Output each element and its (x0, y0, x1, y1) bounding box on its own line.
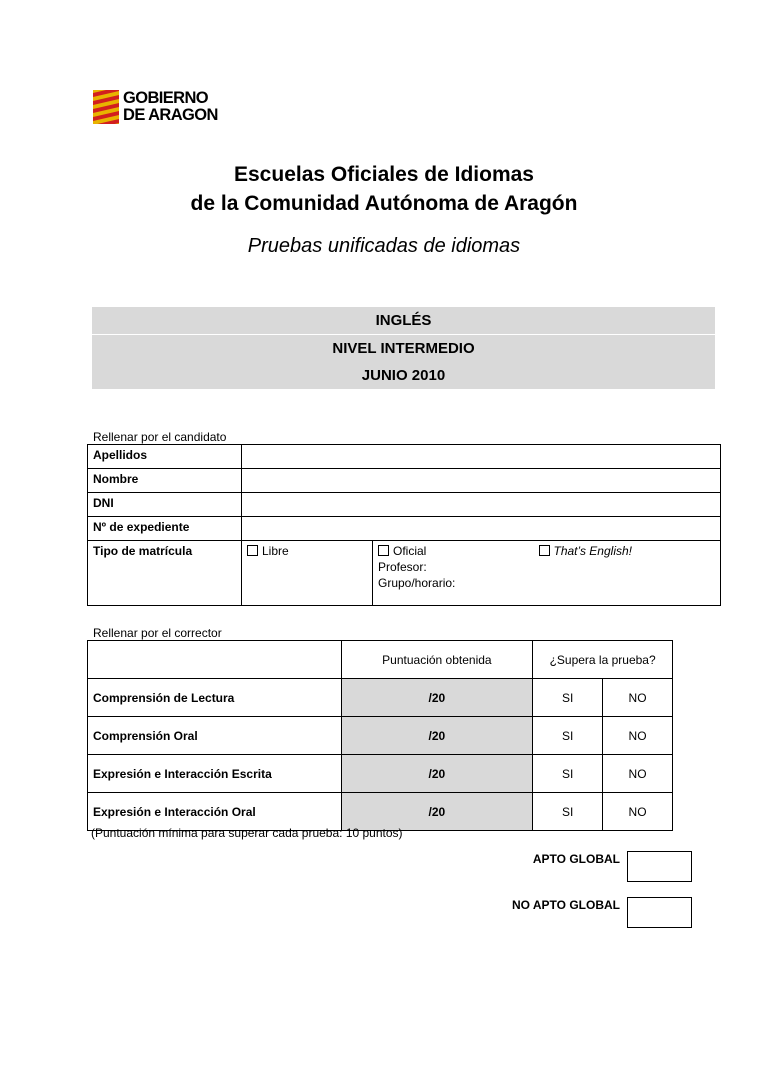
row-name: Expresión e Interacción Oral (88, 793, 342, 831)
option-thats-english-label: That’s English! (553, 544, 632, 558)
row-score[interactable]: /20 (341, 793, 533, 831)
row-score[interactable]: /20 (341, 755, 533, 793)
row-si[interactable]: SI (533, 755, 603, 793)
teacher-label: Profesor: (378, 560, 427, 574)
gobierno-de-aragon-logo (93, 90, 243, 128)
minimum-score-note: (Puntuación mínima para superar cada prueba: 10 puntos) (91, 826, 403, 840)
option-oficial-label: Oficial (393, 544, 427, 558)
table-row (88, 755, 673, 793)
row-si[interactable]: SI (533, 793, 603, 831)
logo-line-1: GOBIERNO (123, 89, 209, 107)
table-row (88, 541, 721, 606)
option-oficial[interactable] (373, 541, 534, 606)
dni-label: DNI (88, 493, 242, 517)
empty-header-cell (88, 641, 342, 679)
candidate-table (87, 444, 721, 606)
page-title-line-2: de la Comunidad Autónoma de Aragón (190, 192, 578, 215)
corrector-caption: Rellenar por el corrector (93, 626, 222, 640)
row-name: Comprensión de Lectura (88, 679, 342, 717)
surname-label: Apellidos (88, 445, 242, 469)
record-field[interactable] (242, 517, 721, 541)
option-thats-english[interactable] (534, 541, 721, 606)
logo-text (123, 90, 218, 124)
table-row (88, 445, 721, 469)
page-title-line-1: Escuelas Oficiales de Idiomas (234, 163, 534, 186)
name-label: Nombre (88, 469, 242, 493)
candidate-caption: Rellenar por el candidato (93, 430, 227, 444)
apto-global-label: APTO GLOBAL (532, 852, 620, 866)
checkbox-oficial[interactable] (378, 545, 389, 556)
row-no[interactable]: NO (603, 793, 673, 831)
row-si[interactable]: SI (533, 717, 603, 755)
checkbox-libre[interactable] (247, 545, 258, 556)
pass-header: ¿Supera la prueba? (533, 641, 673, 679)
group-label: Grupo/horario: (378, 576, 456, 590)
logo-line-2: DE ARAGON (123, 106, 218, 124)
table-row (88, 493, 721, 517)
row-name: Expresión e Interacción Escrita (88, 755, 342, 793)
checkbox-thats-english[interactable] (539, 545, 550, 556)
dni-field[interactable] (242, 493, 721, 517)
banner-language: INGLÉS (92, 307, 715, 334)
option-libre-label: Libre (262, 544, 289, 558)
record-label: Nº de expediente (88, 517, 242, 541)
no-apto-global-label: NO APTO GLOBAL (512, 898, 620, 912)
aragon-flag-icon (93, 90, 119, 124)
enrollment-label: Tipo de matrícula (88, 541, 242, 606)
row-score[interactable]: /20 (341, 717, 533, 755)
score-header: Puntuación obtenida (341, 641, 533, 679)
banner-level: NIVEL INTERMEDIO (92, 335, 715, 362)
table-row (88, 641, 673, 679)
name-field[interactable] (242, 469, 721, 493)
surname-field[interactable] (242, 445, 721, 469)
table-row (88, 517, 721, 541)
table-row (88, 717, 673, 755)
row-name: Comprensión Oral (88, 717, 342, 755)
row-si[interactable]: SI (533, 679, 603, 717)
row-no[interactable]: NO (603, 717, 673, 755)
banner-session: JUNIO 2010 (92, 362, 715, 389)
row-no[interactable]: NO (603, 679, 673, 717)
table-row (88, 679, 673, 717)
option-libre[interactable] (242, 541, 373, 606)
page-subtitle: Pruebas unificadas de idiomas (247, 235, 521, 257)
apto-global-box[interactable] (627, 851, 692, 882)
row-score[interactable]: /20 (341, 679, 533, 717)
no-apto-global-box[interactable] (627, 897, 692, 928)
corrector-table (87, 640, 673, 831)
row-no[interactable]: NO (603, 755, 673, 793)
table-row (88, 793, 673, 831)
table-row (88, 469, 721, 493)
